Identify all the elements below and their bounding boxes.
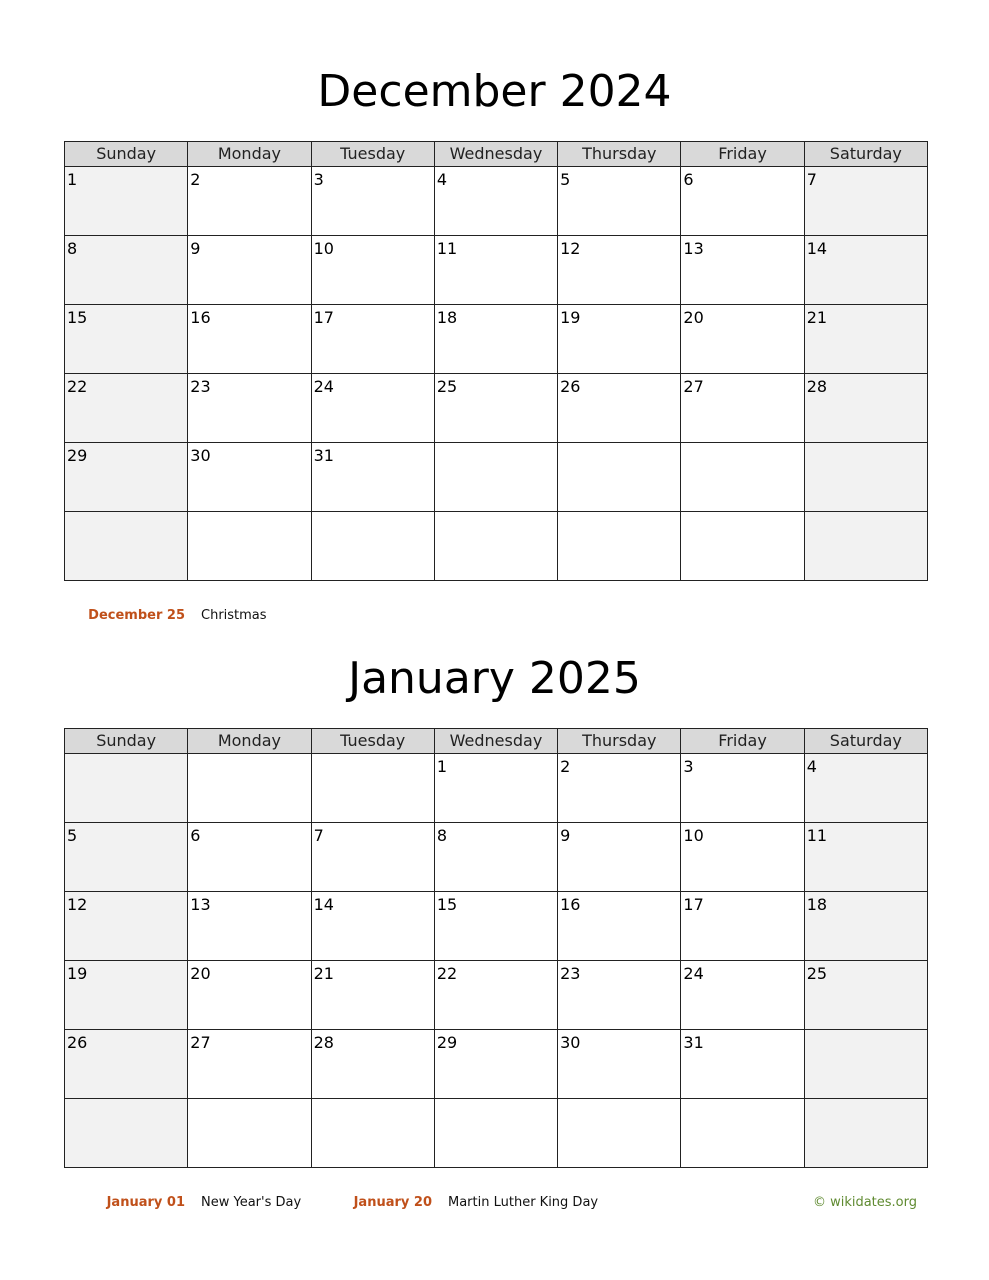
day-number: 26 <box>560 377 581 396</box>
weekday-header-wednesday: Wednesday <box>434 729 557 754</box>
week-row <box>65 754 928 823</box>
day-cell <box>558 374 681 443</box>
day-cell <box>434 892 557 961</box>
week-row <box>65 236 928 305</box>
day-number: 13 <box>683 239 704 258</box>
day-cell <box>311 512 434 581</box>
day-cell <box>804 374 927 443</box>
day-number: 10 <box>313 239 334 258</box>
day-cell <box>311 167 434 236</box>
day-cell <box>65 892 188 961</box>
day-cell <box>804 167 927 236</box>
weekday-header-sunday: Sunday <box>65 729 188 754</box>
day-number: 30 <box>190 446 211 465</box>
holiday-list-december <box>0 608 989 628</box>
day-number: 17 <box>313 308 334 327</box>
day-cell <box>65 305 188 374</box>
day-cell <box>311 305 434 374</box>
day-number: 5 <box>560 170 571 189</box>
day-number: 31 <box>313 446 334 465</box>
day-number: 11 <box>806 826 828 845</box>
day-cell <box>804 512 927 581</box>
day-number: 21 <box>313 964 334 983</box>
day-cell <box>311 443 434 512</box>
day-number: 19 <box>560 308 581 327</box>
day-cell <box>65 823 188 892</box>
day-cell <box>558 1030 681 1099</box>
day-cell <box>804 443 927 512</box>
day-cell <box>681 512 804 581</box>
day-cell <box>804 961 927 1030</box>
day-number: 10 <box>683 826 704 845</box>
holiday-name: New Year's Day <box>201 1195 302 1210</box>
day-number <box>65 754 187 758</box>
day-cell <box>188 374 311 443</box>
day-cell <box>558 1099 681 1168</box>
day-cell <box>804 892 927 961</box>
day-number: 17 <box>683 895 704 914</box>
holiday-name: Martin Luther King Day <box>448 1195 599 1210</box>
day-number: 16 <box>190 308 211 327</box>
day-number: 27 <box>683 377 704 396</box>
day-cell <box>311 374 434 443</box>
day-number: 15 <box>67 308 88 327</box>
day-cell <box>311 892 434 961</box>
day-number: 15 <box>436 895 458 914</box>
day-cell <box>311 823 434 892</box>
day-cell <box>558 892 681 961</box>
day-number: 23 <box>190 377 211 396</box>
day-number <box>558 443 680 447</box>
day-cell <box>434 236 557 305</box>
day-number: 28 <box>806 377 828 396</box>
weekday-header-sunday: Sunday <box>65 142 188 167</box>
week-row <box>65 892 928 961</box>
day-cell <box>311 754 434 823</box>
holiday-name: Christmas <box>201 608 267 623</box>
day-cell <box>188 236 311 305</box>
day-number <box>558 1099 680 1103</box>
weekday-header-row <box>65 729 928 754</box>
day-cell <box>65 374 188 443</box>
day-cell <box>311 961 434 1030</box>
day-cell <box>558 754 681 823</box>
day-number: 9 <box>190 239 201 258</box>
day-number <box>681 443 803 447</box>
weekday-header-monday: Monday <box>188 729 311 754</box>
day-number <box>312 512 434 516</box>
week-row <box>65 961 928 1030</box>
day-cell <box>65 754 188 823</box>
day-cell <box>681 167 804 236</box>
day-number: 4 <box>436 170 448 189</box>
weekday-header-friday: Friday <box>681 142 804 167</box>
calendar-grid-january <box>64 728 928 1168</box>
month-title-january: January 2025 <box>348 653 641 704</box>
day-number: 8 <box>436 826 448 845</box>
weekday-header-thursday: Thursday <box>558 729 681 754</box>
day-number <box>312 1099 434 1103</box>
day-number: 8 <box>67 239 78 258</box>
day-cell <box>804 1099 927 1168</box>
day-cell <box>681 754 804 823</box>
day-cell <box>558 305 681 374</box>
day-cell <box>188 823 311 892</box>
day-cell <box>65 236 188 305</box>
day-cell <box>804 754 927 823</box>
day-number <box>805 1030 927 1034</box>
day-cell <box>65 167 188 236</box>
day-cell <box>804 236 927 305</box>
day-number: 16 <box>560 895 581 914</box>
day-cell <box>558 512 681 581</box>
day-number: 30 <box>560 1033 581 1052</box>
day-cell <box>681 1099 804 1168</box>
day-number: 13 <box>190 895 211 914</box>
day-number: 14 <box>806 239 828 258</box>
week-row <box>65 1030 928 1099</box>
credit-link[interactable]: © wikidates.org <box>812 1195 917 1210</box>
day-number: 1 <box>436 757 448 776</box>
day-number: 25 <box>436 377 458 396</box>
day-number: 1 <box>67 170 78 189</box>
holiday-date: January 20 <box>353 1195 432 1210</box>
day-cell <box>311 1099 434 1168</box>
day-number <box>188 1099 310 1103</box>
day-cell <box>681 236 804 305</box>
week-row <box>65 823 928 892</box>
day-number <box>805 1099 927 1103</box>
day-cell <box>311 236 434 305</box>
day-cell <box>434 512 557 581</box>
day-number: 20 <box>683 308 704 327</box>
day-cell <box>804 305 927 374</box>
day-number: 2 <box>190 170 201 189</box>
day-number <box>435 443 557 447</box>
day-number: 2 <box>560 757 571 776</box>
day-cell <box>188 167 311 236</box>
day-number: 7 <box>313 826 324 845</box>
day-cell <box>434 823 557 892</box>
day-number <box>805 443 927 447</box>
day-cell <box>188 1099 311 1168</box>
day-number <box>435 512 557 516</box>
day-number: 24 <box>313 377 334 396</box>
holiday-date: December 25 <box>88 608 185 623</box>
day-cell <box>65 961 188 1030</box>
day-number <box>65 1099 187 1103</box>
day-number: 3 <box>313 170 324 189</box>
weekday-header-row <box>65 142 928 167</box>
weekday-header-wednesday: Wednesday <box>434 142 557 167</box>
day-number <box>188 754 310 758</box>
calendar-grid-december <box>64 141 928 581</box>
weekday-header-saturday: Saturday <box>804 142 927 167</box>
weekday-header-friday: Friday <box>681 729 804 754</box>
day-number: 26 <box>67 1033 88 1052</box>
day-number: 27 <box>190 1033 211 1052</box>
day-cell <box>188 305 311 374</box>
day-number: 7 <box>806 170 817 189</box>
day-number: 24 <box>683 964 704 983</box>
day-cell <box>434 754 557 823</box>
day-number: 14 <box>313 895 334 914</box>
day-number: 28 <box>313 1033 334 1052</box>
day-cell <box>681 823 804 892</box>
week-row <box>65 374 928 443</box>
day-cell <box>681 374 804 443</box>
day-cell <box>434 1099 557 1168</box>
day-number <box>435 1099 557 1103</box>
day-cell <box>558 236 681 305</box>
day-number: 12 <box>560 239 581 258</box>
day-cell <box>804 823 927 892</box>
day-cell <box>434 1030 557 1099</box>
day-number: 4 <box>806 757 817 776</box>
day-cell <box>681 1030 804 1099</box>
day-cell <box>65 512 188 581</box>
day-number: 18 <box>436 308 458 327</box>
day-number: 22 <box>436 964 458 983</box>
day-cell <box>681 961 804 1030</box>
day-cell <box>65 443 188 512</box>
week-row <box>65 1099 928 1168</box>
holiday-date: January 01 <box>106 1195 185 1210</box>
day-number: 19 <box>67 964 88 983</box>
weekday-header-thursday: Thursday <box>558 142 681 167</box>
day-number: 9 <box>560 826 571 845</box>
day-cell <box>434 443 557 512</box>
day-cell <box>558 167 681 236</box>
day-number: 6 <box>683 170 694 189</box>
day-number: 18 <box>806 895 828 914</box>
day-cell <box>65 1099 188 1168</box>
day-cell <box>434 961 557 1030</box>
day-number <box>312 754 434 758</box>
day-number: 25 <box>806 964 828 983</box>
day-number <box>805 512 927 516</box>
day-number: 5 <box>67 826 78 845</box>
calendar-body <box>65 167 928 581</box>
weekday-header-saturday: Saturday <box>804 729 927 754</box>
day-number: 11 <box>436 239 458 258</box>
day-number: 23 <box>560 964 581 983</box>
day-cell <box>558 443 681 512</box>
calendar-body <box>65 754 928 1168</box>
day-cell <box>188 892 311 961</box>
day-cell <box>681 443 804 512</box>
day-number: 29 <box>436 1033 458 1052</box>
day-cell <box>188 1030 311 1099</box>
week-row <box>65 443 928 512</box>
day-cell <box>681 892 804 961</box>
day-cell <box>804 1030 927 1099</box>
week-row <box>65 512 928 581</box>
day-number: 12 <box>67 895 88 914</box>
week-row <box>65 305 928 374</box>
month-title-december: December 2024 <box>317 66 672 117</box>
day-number <box>65 512 187 516</box>
day-number <box>558 512 680 516</box>
day-cell <box>311 1030 434 1099</box>
day-cell <box>188 961 311 1030</box>
day-cell <box>188 754 311 823</box>
weekday-header-tuesday: Tuesday <box>311 729 434 754</box>
day-number <box>681 1099 803 1103</box>
day-number: 20 <box>190 964 211 983</box>
weekday-header-tuesday: Tuesday <box>311 142 434 167</box>
day-number: 31 <box>683 1033 704 1052</box>
day-cell <box>434 374 557 443</box>
day-cell <box>681 305 804 374</box>
week-row <box>65 167 928 236</box>
day-number: 21 <box>806 308 828 327</box>
day-cell <box>65 1030 188 1099</box>
day-number: 22 <box>67 377 88 396</box>
day-number: 29 <box>67 446 88 465</box>
day-number: 3 <box>683 757 694 776</box>
day-number: 6 <box>190 826 201 845</box>
day-cell <box>434 167 557 236</box>
day-cell <box>558 961 681 1030</box>
holiday-list-january <box>0 1195 989 1215</box>
day-number <box>188 512 310 516</box>
day-number <box>681 512 803 516</box>
day-cell <box>188 443 311 512</box>
weekday-header-monday: Monday <box>188 142 311 167</box>
day-cell <box>558 823 681 892</box>
day-cell <box>434 305 557 374</box>
day-cell <box>188 512 311 581</box>
